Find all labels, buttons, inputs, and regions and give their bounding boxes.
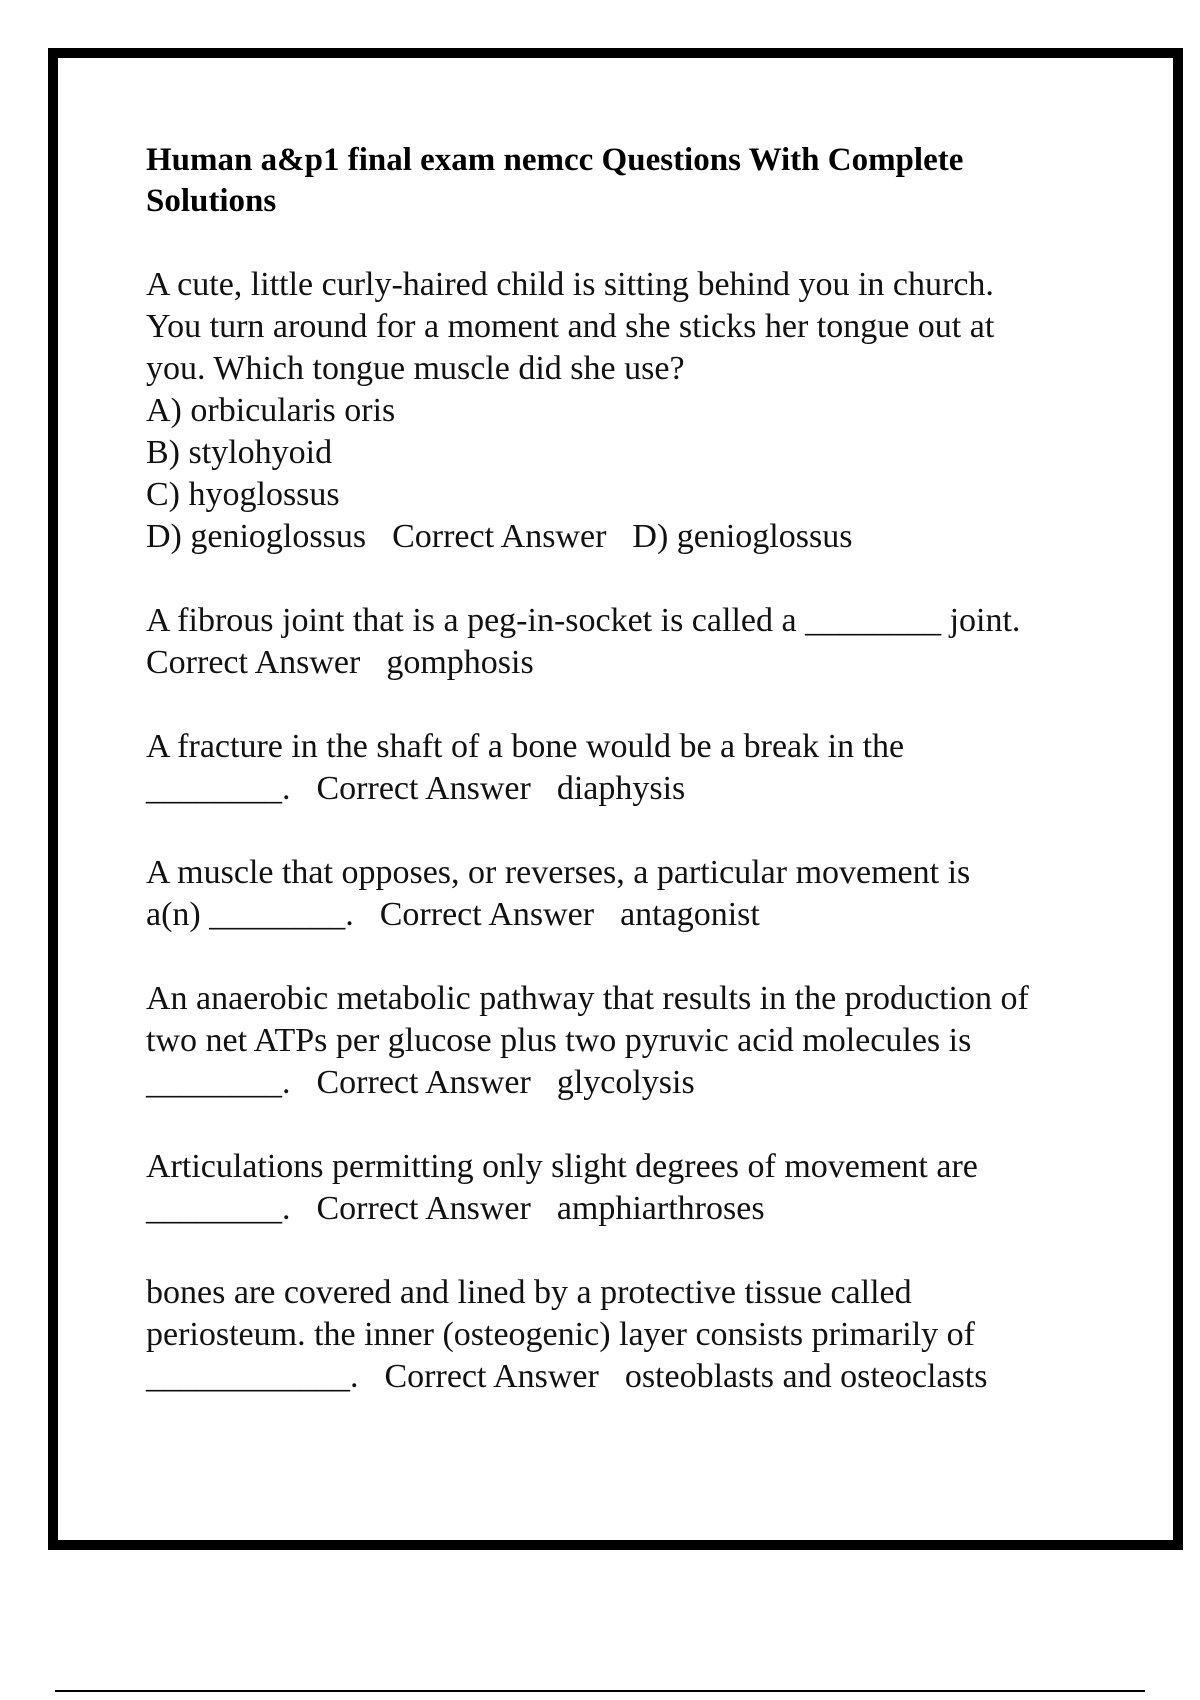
correct-answer-label: Correct Answer [379,896,595,933]
title-line-1: Human a&p1 final exam nemcc Questions With Complete [146,142,964,178]
answer-line [146,1356,1106,1398]
question-item [146,852,1106,936]
correct-answer-label: Correct Answer [392,518,607,555]
document-body [146,140,1106,1440]
question-item [146,1272,1106,1398]
answer-line [146,1062,1106,1104]
correct-answer-value: D) genioglossus [632,518,853,555]
question-blank: a(n) ________. [146,896,354,933]
document-title [146,140,1106,222]
answer-line [146,642,1106,684]
correct-answer-value: gomphosis [386,644,534,681]
title-line-2: Solutions [146,183,277,219]
question-blank: ________. [146,770,291,807]
correct-answer-label: Correct Answer [384,1358,599,1395]
question-blank: ________. [146,1190,291,1227]
question-text-line: A fibrous joint that is a peg-in-socket is called a ________ joint. [146,602,1021,639]
correct-answer-value: diaphysis [556,770,686,807]
question-text-line: bones are covered and lined by a protective tissue called [146,1274,912,1311]
question-text-line: An anaerobic metabolic pathway that results in the production of [146,980,1029,1017]
correct-answer-label: Correct Answer [316,1064,531,1101]
answer-line [146,894,1106,936]
question-blank: ____________. [146,1358,359,1395]
correct-answer-label: Correct Answer [146,644,361,681]
correct-answer-label: Correct Answer [316,770,531,807]
question-text-line: You turn around for a moment and she sticks her tongue out at [146,308,995,345]
question-blank: ________. [146,1064,291,1101]
answer-line [146,516,1106,558]
answer-line [146,1188,1106,1230]
question-item [146,978,1106,1104]
question-text-line: two net ATPs per glucose plus two pyruvic acid molecules is [146,1022,972,1059]
question-text-line: A muscle that opposes, or reverses, a particular movement is [146,854,971,891]
question-text-line: you. Which tongue muscle did she use? [146,350,685,387]
correct-answer-value: antagonist [620,896,760,933]
question-text-line: A cute, little curly-haired child is sitting behind you in church. [146,266,994,303]
answer-option: C) hyoglossus [146,476,340,513]
footer-divider [55,1690,1145,1692]
correct-answer-value: amphiarthroses [556,1190,765,1227]
question-item [146,1146,1106,1230]
question-text-line: Articulations permitting only slight degrees of movement are [146,1148,978,1185]
question-text-line: A fracture in the shaft of a bone would be a break in the [146,728,905,765]
answer-option: D) genioglossus [146,518,367,555]
question-text-line: periosteum. the inner (osteogenic) layer consists primarily of [146,1316,975,1353]
answer-option: A) orbicularis oris [146,392,396,429]
answer-option: B) stylohyoid [146,434,333,471]
correct-answer-value: osteoblasts and osteoclasts [624,1358,988,1395]
question-item [146,726,1106,810]
correct-answer-label: Correct Answer [316,1190,531,1227]
question-item [146,264,1106,558]
answer-line [146,768,1106,810]
question-item [146,600,1106,684]
correct-answer-value: glycolysis [556,1064,695,1101]
